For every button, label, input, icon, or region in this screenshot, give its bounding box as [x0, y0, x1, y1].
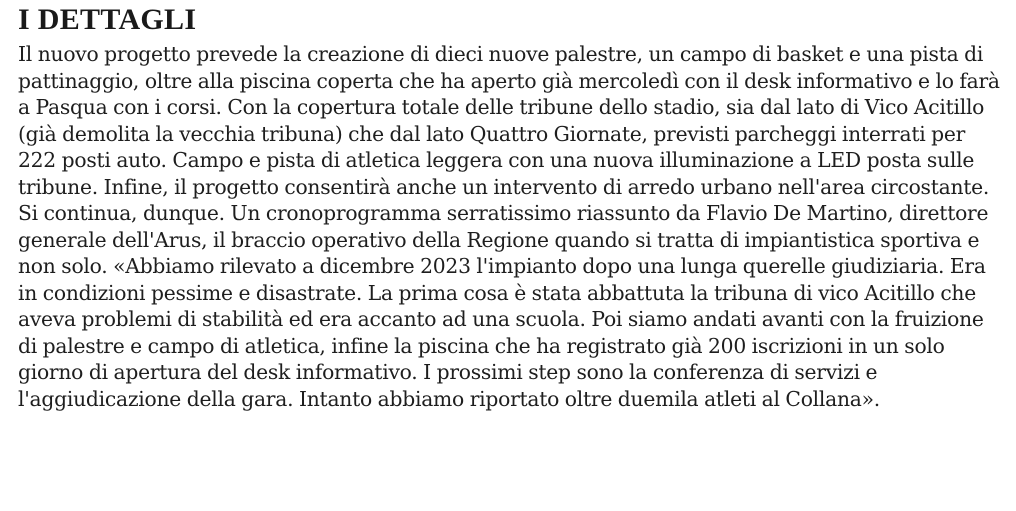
section-heading: I DETTAGLI — [18, 3, 197, 36]
article-paragraph: Il nuovo progetto prevede la creazione di dieci nuove palestre, un campo di basket e una pista di pattinaggio, oltre alla piscina coperta che ha aperto già mercoledì con il desk informativo e lo farà a Pasqua con i corsi. Con la copertura totale delle tribune dello stadio, sia dal lato di Vico Acitillo (già demolita la vecchia tribuna) che dal lato Quattro Giornate, previsti parcheggi interrati per 222 posti auto. Campo e pista di atletica leggera con una nuova illuminazione a LED posta sulle tribune. Infine, il progetto consentirà anche un intervento di arredo urbano nell'area circostante. Si continua, dunque. Un cronoprogramma serratissimo riassunto da Flavio De Martino, direttore generale dell'Arus, il braccio operativo della Regione quando si tratta di impiantistica sportiva e non solo. «Abbiamo rilevato a dicembre 2023 l'impianto dopo una lunga querelle giudiziaria. Era in condizioni pessime e disastrate. La prima cosa è stata abbattuta la tribuna di vico Acitillo che aveva problemi di stabilità ed era accanto ad una scuola. Poi siamo andati avanti con la fruizione di palestre e campo di atletica, infine la piscina che ha registrato già 200 iscrizioni in un solo giorno di apertura del desk informativo. I prossimi step sono la conferenza di servizi e l'aggiudicazione della gara. Intanto abbiamo riportato oltre duemila atleti al Collana». — [18, 42, 1000, 411]
article — [18, 0, 1008, 412]
